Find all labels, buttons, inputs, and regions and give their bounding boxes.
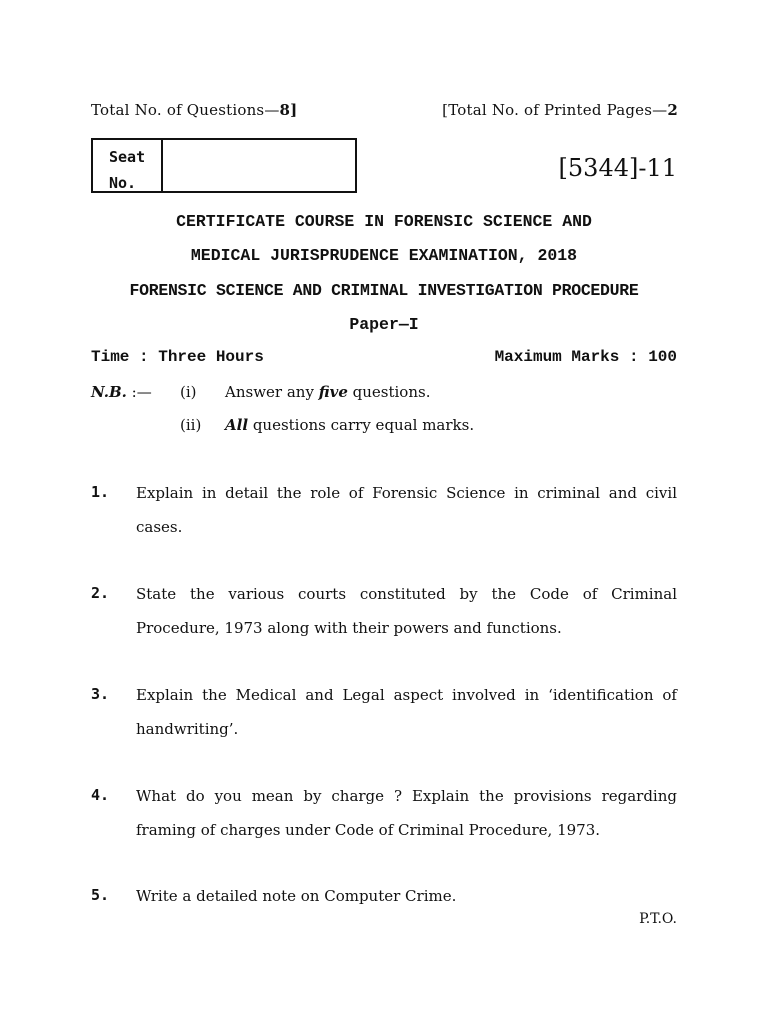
total-pages-value: 2 bbox=[667, 101, 678, 119]
question-3-number: 3. bbox=[91, 685, 110, 703]
total-questions-value: 8] bbox=[279, 101, 298, 119]
question-1-text: Explain in detail the role of Forensic Science in criminal and civil cases. bbox=[136, 484, 677, 536]
course-title-line-1: CERTIFICATE COURSE IN FORENSIC SCIENCE AND bbox=[176, 212, 592, 231]
seat-number-label: Seat No. bbox=[93, 140, 163, 191]
please-turn-over: P.T.O. bbox=[639, 911, 677, 927]
nb-item-1-number: (i) bbox=[180, 383, 197, 401]
maximum-marks-label: Maximum Marks : 100 bbox=[494, 348, 677, 366]
seat-number-box bbox=[91, 138, 357, 193]
time-marks-row bbox=[91, 348, 677, 366]
question-1-number: 1. bbox=[91, 483, 110, 501]
paper-number: Paper—I bbox=[349, 315, 419, 334]
question-3-text: Explain the Medical and Legal aspect involved in ‘identification of handwriting’. bbox=[136, 686, 677, 738]
nb-item-2-number: (ii) bbox=[180, 416, 202, 434]
paper-code: [5344]-11 bbox=[558, 154, 677, 182]
paper-subject: FORENSIC SCIENCE AND CRIMINAL INVESTIGATION PROCEDURE bbox=[129, 281, 639, 300]
time-label: Time : Three Hours bbox=[91, 348, 264, 366]
nb-item-2-text: All questions carry equal marks. bbox=[225, 416, 475, 434]
total-pages: [Total No. of Printed Pages—2 bbox=[442, 101, 678, 119]
question-5-number: 5. bbox=[91, 886, 110, 904]
question-2-number: 2. bbox=[91, 584, 110, 602]
nb-label: N.B. :— bbox=[91, 383, 152, 401]
nb-item-1-text: Answer any five questions. bbox=[225, 383, 431, 401]
question-5-text: Write a detailed note on Computer Crime. bbox=[136, 887, 457, 905]
question-2-text: State the various courts constituted by the Code of Criminal Procedure, 1973 along with their powers and functions. bbox=[136, 585, 677, 637]
question-4-text: What do you mean by charge ? Explain the provisions regarding framing of charges under Code of Criminal Procedure, 1973. bbox=[136, 787, 677, 839]
course-title-line-2: MEDICAL JURISPRUDENCE EXAMINATION, 2018 bbox=[190, 246, 578, 265]
question-4-number: 4. bbox=[91, 786, 110, 804]
total-questions: Total No. of Questions—8] bbox=[91, 101, 298, 119]
